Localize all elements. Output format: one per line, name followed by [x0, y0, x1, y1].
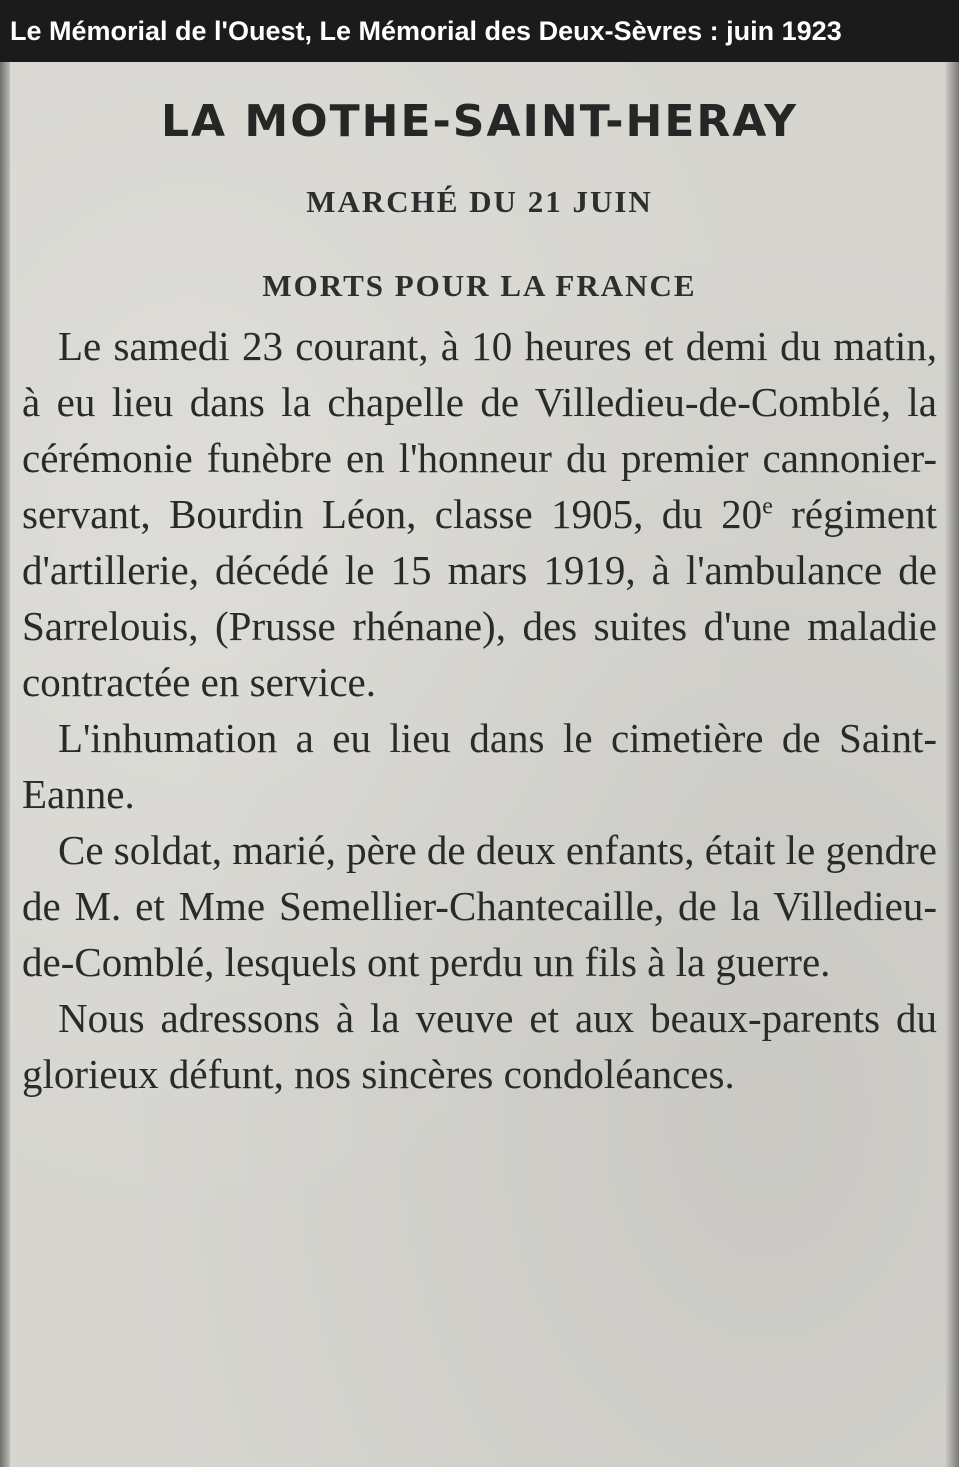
paragraph-ceremony-text: Le samedi 23 courant, à 10 heures et demi du matin, à eu lieu dans la chapelle de Villedieu-de-Comblé, la cérémonie funèbre en l'honneur du premier cannonier-servant, Bourdin Léon, classe 1905, du 20 — [22, 323, 937, 537]
article-headline: LA MOTHE-SAINT-HERAY — [161, 96, 798, 147]
market-heading: MARCHÉ DU 21 JUIN — [306, 184, 653, 219]
ordinal-superscript: e — [762, 493, 773, 520]
paragraph-burial: L'inhumation a eu lieu dans le cimetière de Saint-Eanne. — [22, 715, 937, 817]
paragraph-ceremony-text-cont: régiment d'artillerie, décédé le 15 mars 1919, à l'ambulance de Sarrelouis, (Prusse rhénane), des suites d'une maladie contractée en service. — [22, 491, 937, 705]
clipping-right-edge — [945, 62, 959, 1467]
article — [22, 92, 937, 1102]
paragraph-condolences: Nous adressons à la veuve et aux beaux-parents du glorieux défunt, nos sincères condoléances. — [22, 995, 937, 1097]
section-heading: MORTS POUR LA FRANCE — [262, 268, 697, 303]
image-caption: Le Mémorial de l'Ouest, Le Mémorial des Deux-Sèvres : juin 1923 — [0, 0, 959, 62]
paragraph-ceremony — [22, 318, 937, 710]
newspaper-clipping — [0, 62, 959, 1467]
clipping-left-edge — [0, 62, 10, 1467]
article-body — [22, 318, 937, 1102]
paragraph-family: Ce soldat, marié, père de deux enfants, était le gendre de M. et Mme Semellier-Chantecaille, de la Villedieu-de-Comblé, lesquels ont perdu un fils à la guerre. — [22, 827, 937, 985]
